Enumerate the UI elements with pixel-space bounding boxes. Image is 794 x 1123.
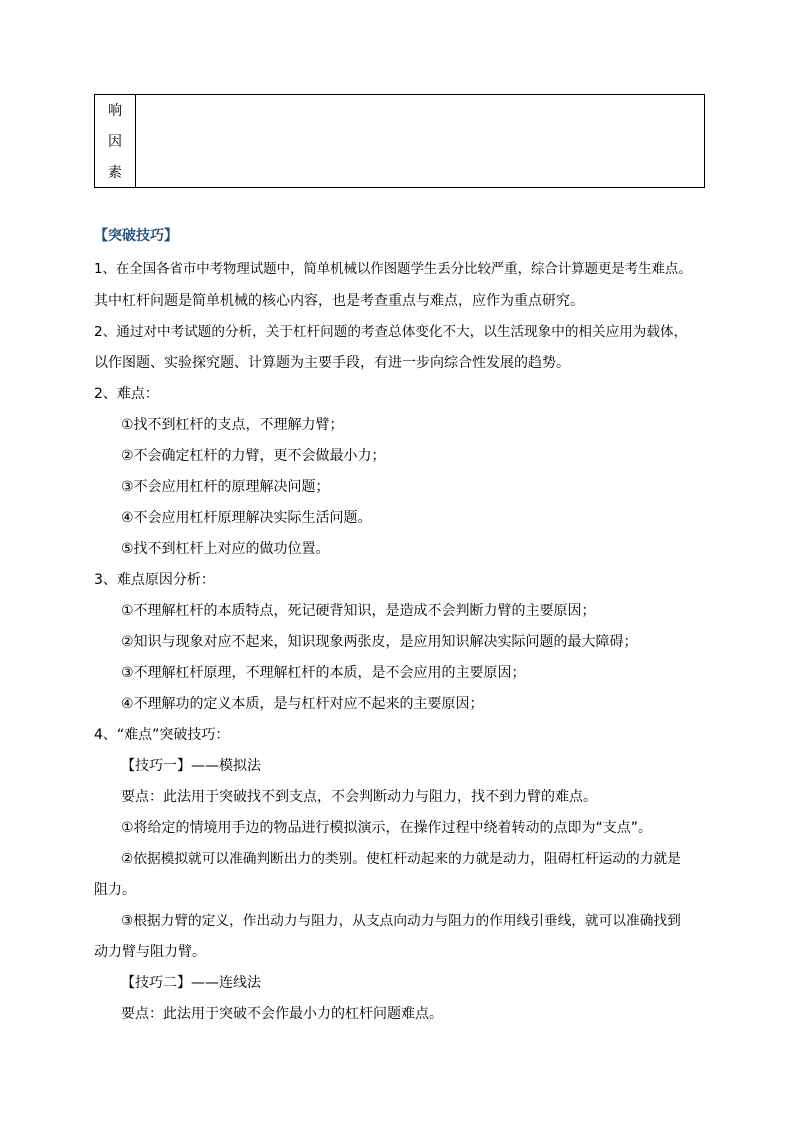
paragraph-line: 其中杠杆问题是简单机械的核心内容，也是考查重点与难点，应作为重点研究。 (94, 293, 584, 309)
paragraph-line: 2、难点： (94, 386, 159, 402)
paragraph-line: 以作图题、实验探究题、计算题为主要手段，有进一步向综合性发展的趋势。 (94, 355, 570, 371)
table-label-cell (95, 95, 136, 187)
list-item: ③不会应用杠杆的原理解决问题； (121, 479, 330, 495)
list-item: ①找不到杠杆的支点，不理解力臂； (121, 417, 344, 433)
paragraph-line: 阻力。 (94, 882, 136, 898)
list-item: ②依据模拟就可以准确判断出力的类别。使杠杆动起来的力就是动力，阻碍杠杆运动的力就是 (121, 851, 681, 867)
list-item: ⑤找不到杠杆上对应的做功位置。 (121, 541, 330, 557)
paragraph-line: 3、难点原因分析： (94, 572, 215, 588)
table-label-char: 因 (108, 134, 122, 150)
list-item: ①不理解杠杆的本质特点，死记硬背知识，是造成不会判断力臂的主要原因； (121, 603, 596, 619)
paragraph-line: 动力臂与阻力臂。 (94, 944, 206, 960)
table-fragment (94, 94, 705, 188)
list-item: ③不理解杠杆原理，不理解杠杆的本质，是不会应用的主要原因； (121, 665, 526, 681)
list-item: ③根据力臂的定义，作出动力与阻力，从支点向动力与阻力的作用线引垂线，就可以准确找到 (121, 913, 681, 929)
table-label-char: 素 (108, 165, 122, 181)
list-item: ②不会确定杠杆的力臂，更不会做最小力； (121, 448, 386, 464)
paragraph-line: 1、在全国各省市中考物理试题中，简单机械以作图题学生丢分比较严重，综合计算题更是考生难点。 (94, 262, 692, 277)
list-item: ④不会应用杠杆原理解决实际生活问题。 (121, 510, 372, 526)
paragraph-line: 要点：此法用于突破不会作最小力的杠杆问题难点。 (121, 1006, 443, 1022)
list-item: ②知识与现象对应不起来，知识现象两张皮，是应用知识解决实际问题的最大障碍； (121, 634, 638, 650)
paragraph-line: 要点：此法用于突破找不到支点，不会判断动力与阻力，找不到力臂的难点。 (121, 789, 597, 805)
technique-title: 【技巧二】——连线法 (121, 975, 261, 991)
paragraph-line: 2、通过对中考试题的分析，关于杠杆问题的考查总体变化不大，以生活现象中的相关应用为载体， (94, 324, 688, 340)
section-heading: 【突破技巧】 (94, 228, 178, 244)
table-label-char: 响 (108, 103, 122, 119)
list-item: ①将给定的情境用手边的物品进行模拟演示，在操作过程中绕着转动的点即为“支点”。 (121, 820, 653, 836)
paragraph-line: 4、“难点”突破技巧： (94, 727, 230, 743)
technique-title: 【技巧一】——模拟法 (121, 758, 261, 774)
list-item: ④不理解功的定义本质，是与杠杆对应不起来的主要原因； (121, 696, 484, 712)
